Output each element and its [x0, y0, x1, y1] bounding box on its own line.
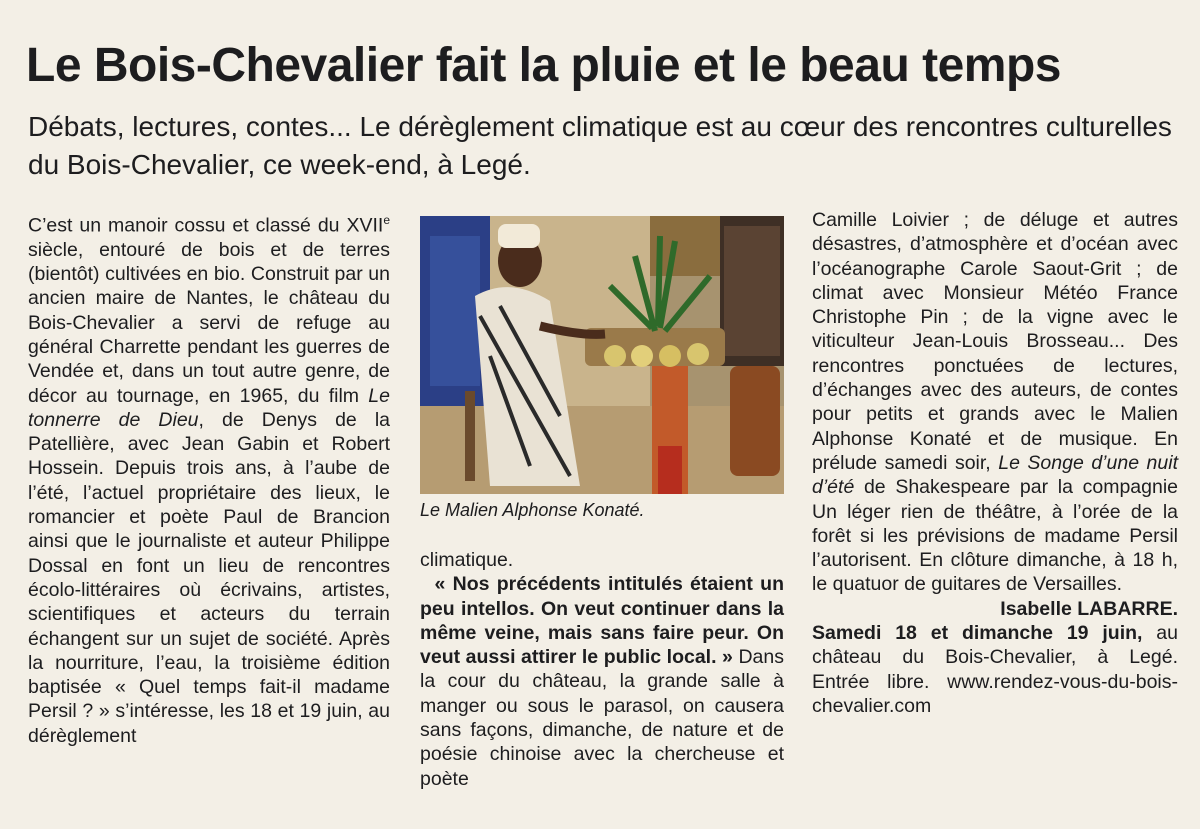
- film-title: Le tonnerre de Dieu: [28, 384, 390, 431]
- body-text: , de Denys de la Patellière, avec Jean Gabin et Robert Hossein. Depuis trois ans, à l’aube de l’été, l’actuel propriétaire des lieux, le romancier et poète Paul de Brancion ainsi que le journaliste et auteur Philippe Dossal en font un lieu de rencontres écolo-littéraires où écrivains, artistes, scientifiques et acteurs du terrain échangent sur un sujet de société. Après la nourriture, l’eau, la troisième édition baptisée « Quel temps fait-il madame Persil ? » s’intéresse, les 18 et 19 juin, au dérèglement: [28, 408, 390, 747]
- body-paragraph: [28, 208, 390, 748]
- body-text: climatique.: [420, 549, 514, 571]
- body-paragraph: [420, 572, 784, 791]
- article-column-2: [420, 548, 784, 791]
- photo-caption: Le Malien Alphonse Konaté.: [420, 500, 645, 520]
- photo-musician: [420, 216, 784, 494]
- article-column-1: [28, 208, 390, 748]
- event-dates: Samedi 18 et dimanche 19 juin,: [812, 622, 1143, 645]
- body-text: de Shakespeare par la compagnie Un léger rien de théâtre, à l’orée de la forêt si les prévisions de madame Persil l’autorisent. En clôture dimanche, à 18 h, le quatuor de guitares de Versailles.: [812, 476, 1178, 596]
- musician-photo-illustration: [420, 216, 784, 494]
- article-column-3: [812, 208, 1178, 718]
- pull-quote: « Nos précédents intitulés étaient un peu intellos. On veut continuer dans la même veine, mais sans faire peur. On veut aussi attirer le public local. »: [420, 573, 784, 669]
- body-text: Dans la cour du château, la grande salle à manger ou sous le parasol, on causera sans façons, dimanche, de nature et de poésie chinoise avec la chercheuse et poète: [420, 646, 784, 790]
- article-headline: Le Bois-Chevalier fait la pluie et le beau temps: [26, 39, 1061, 92]
- body-text: Camille Loivier ; de déluge et autres désastres, d’atmosphère et d’océan avec l’océanographe Carole Saout-Grit ; de climat avec Monsieur Météo France Christophe Pin ; de la vigne avec le viticulteur Jean-Louis Brosseau... Des rencontres ponctuées de lectures, d’échanges avec des auteurs, de contes pour petits et grands avec le Malien Alphonse Konaté et de musique. En prélude samedi soir,: [812, 209, 1178, 474]
- body-paragraph: [812, 208, 1178, 597]
- body-text: C’est un manoir cossu et classé du XVII: [28, 214, 384, 237]
- play-title: Le Songe d’une nuit d’été: [812, 451, 1178, 499]
- author-signature: Isabelle LABARRE.: [1000, 597, 1178, 620]
- ordinal-superscript: e: [383, 213, 390, 227]
- body-paragraph: [420, 548, 784, 572]
- body-text: siècle, entouré de bois et de terres (bientôt) cultivées en bio. Construit par un ancien maire de Nantes, le château du Bois-Chevalier a servi de refuge au général Charrette pendant les guerres de Vendée et, dans un tout autre genre, de décor au tournage, en 1965, du film: [28, 238, 390, 407]
- article-standfirst: Débats, lectures, contes... Le dérèglement climatique est au cœur des rencontres culturelles du Bois-Chevalier, ce week-end, à Legé.: [28, 111, 1172, 180]
- event-info: [812, 621, 1178, 718]
- event-details: au château du Bois-Chevalier, à Legé. Entrée libre. www.rendez-vous-du-bois-chevalier.com: [812, 622, 1178, 717]
